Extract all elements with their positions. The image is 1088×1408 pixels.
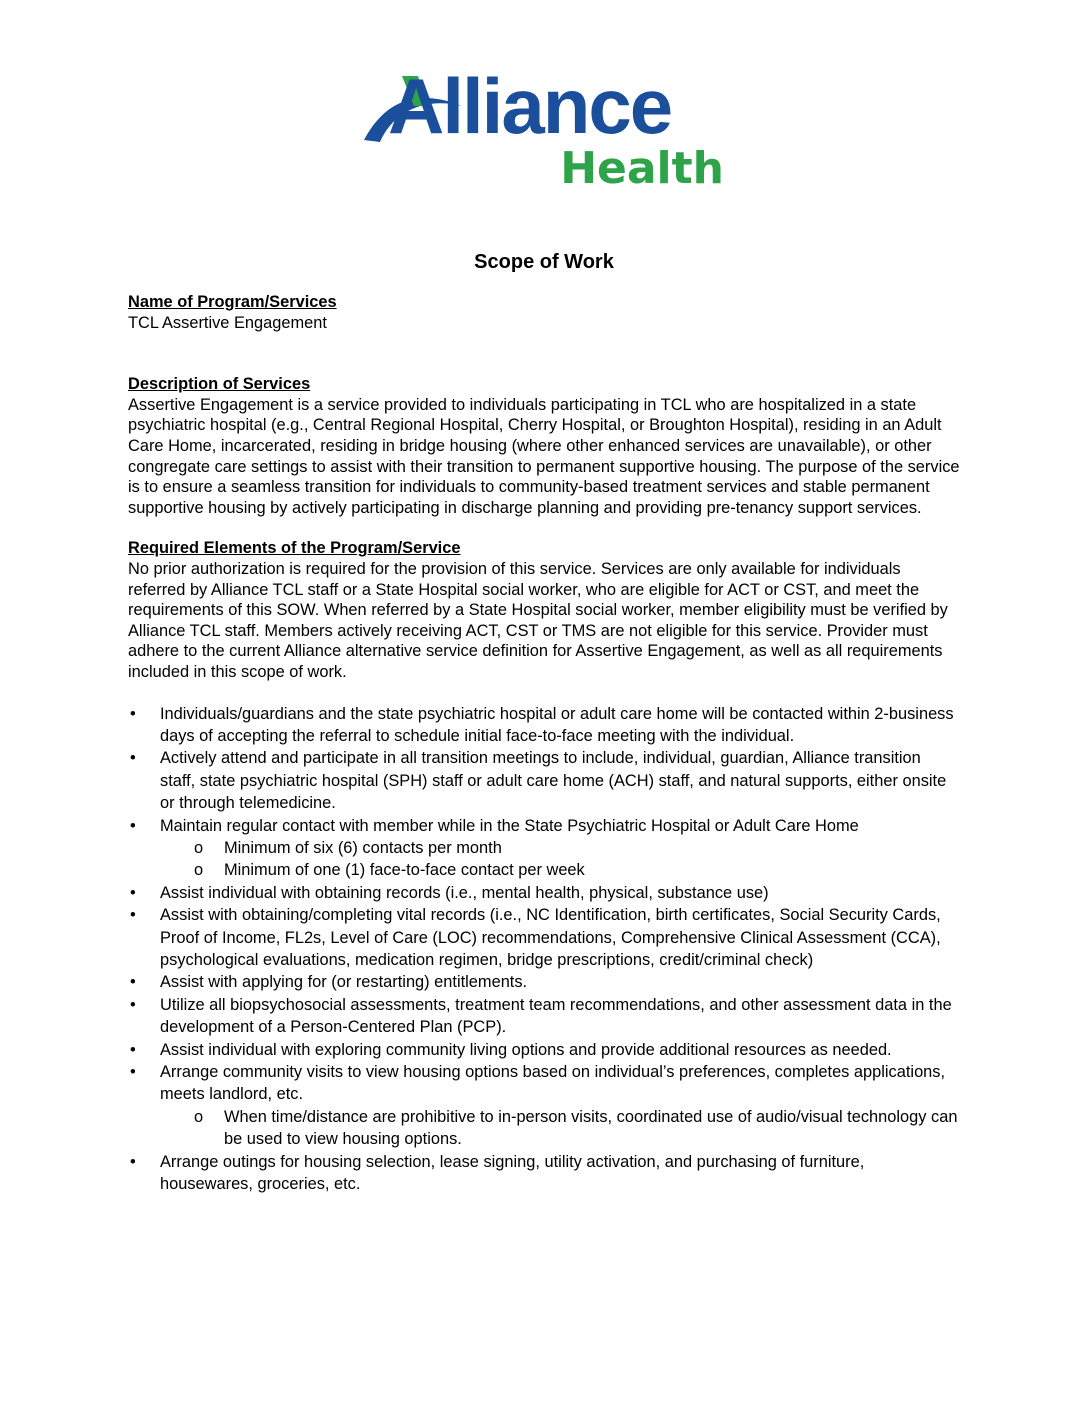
list-item: • Actively attend and participate in all transition meetings to include, individual, guardian, Alliance transition staff, state psychiatric hospital (SPH) staff or adult care home (ACH) staff, and natural supports, either onsite or through telemedicine. [128, 747, 960, 814]
list-item: • Utilize all biopsychosocial assessments, treatment team recommendations, and other assessment data in the development of a Person-Centered Plan (PCP). [128, 994, 960, 1039]
logo-health-text: Health [560, 143, 724, 194]
logo-alliance-text: Alliance [388, 62, 672, 150]
list-item: • Assist individual with exploring community living options and provide additional resources as needed. [128, 1039, 960, 1061]
list-item: • Assist with obtaining/completing vital records (i.e., NC Identification, birth certificates, Social Security Cards, Proof of Income, FL2s, Level of Care (LOC) recommendations, Comprehensive Clinical Assessment (CCA), psychological evaluations, medication regimen, bridge prescriptions, credit/criminal check) [128, 904, 960, 971]
program-name: TCL Assertive Engagement [128, 313, 327, 332]
program-heading: Name of Program/Services [128, 293, 337, 311]
list-item: • Maintain regular contact with member while in the State Psychiatric Hospital or Adult Care Home o Minimum of six (6) contacts per month o Minimum of one (1) face-to-face contact per week [128, 815, 960, 882]
list-item: • Arrange outings for housing selection, lease signing, utility activation, and purchasing of furniture, housewares, groceries, etc. [128, 1151, 960, 1196]
description-text: Assertive Engagement is a service provided to individuals participating in TCL who are hospitalized in a state psychiatric hospital (e.g., Central Regional Hospital, Cherry Hospital, or Broughton Hospital), residing in an Adult Care Home, incarcerated, residing in bridge housing (where other enhanced services are unavailable), or other congregate care settings to assist with their transition to permanent supportive housing. The purpose of the service is to ensure a seamless transition for individuals to community-based treatment services and stable permanent supportive housing by actively participating in discharge planning and providing pre-tenancy support services. [128, 395, 960, 517]
visits-sublist [160, 1106, 960, 1151]
sub-list-item: o When time/distance are prohibitive to in-person visits, coordinated use of audio/visual technology can be used to view housing options. [160, 1106, 960, 1151]
alliance-health-logo [362, 62, 728, 198]
required-text: No prior authorization is required for the provision of this service. Services are only available for individuals referred by Alliance TCL staff or a State Hospital social worker, who are eligible for ACT or CST, and meet the requirements of this SOW. When referred by a State Hospital social worker, member eligibility must be verified by Alliance TCL staff. Members actively receiving ACT, CST or TMS are not eligible for this service. Provider must adhere to the current Alliance alternative service definition for Assertive Engagement, as well as all requirements included in this scope of work. [128, 559, 948, 681]
description-heading: Description of Services [128, 375, 311, 394]
sub-list-item: o Minimum of one (1) face-to-face contact per week [160, 859, 960, 881]
page-title: Scope of Work [474, 251, 614, 273]
list-item: • Individuals/guardians and the state psychiatric hospital or adult care home will be contacted within 2-business days of accepting the referral to schedule initial face-to-face meeting with the individual. [128, 703, 960, 748]
list-item: • Assist individual with obtaining records (i.e., mental health, physical, substance use) [128, 882, 960, 904]
list-item: • Assist with applying for (or restarting) entitlements. [128, 971, 960, 993]
contact-sublist [160, 837, 960, 882]
requirements-list [128, 703, 960, 1196]
document-body [128, 292, 960, 1195]
list-item: • Arrange community visits to view housing options based on individual’s preferences, completes applications, meets landlord, etc. o When time/distance are prohibitive to in-person visits, coordinated use of audio/visual technology can be used to view housing options. [128, 1061, 960, 1151]
required-heading: Required Elements of the Program/Service [128, 539, 461, 558]
sub-list-item: o Minimum of six (6) contacts per month [160, 837, 960, 859]
